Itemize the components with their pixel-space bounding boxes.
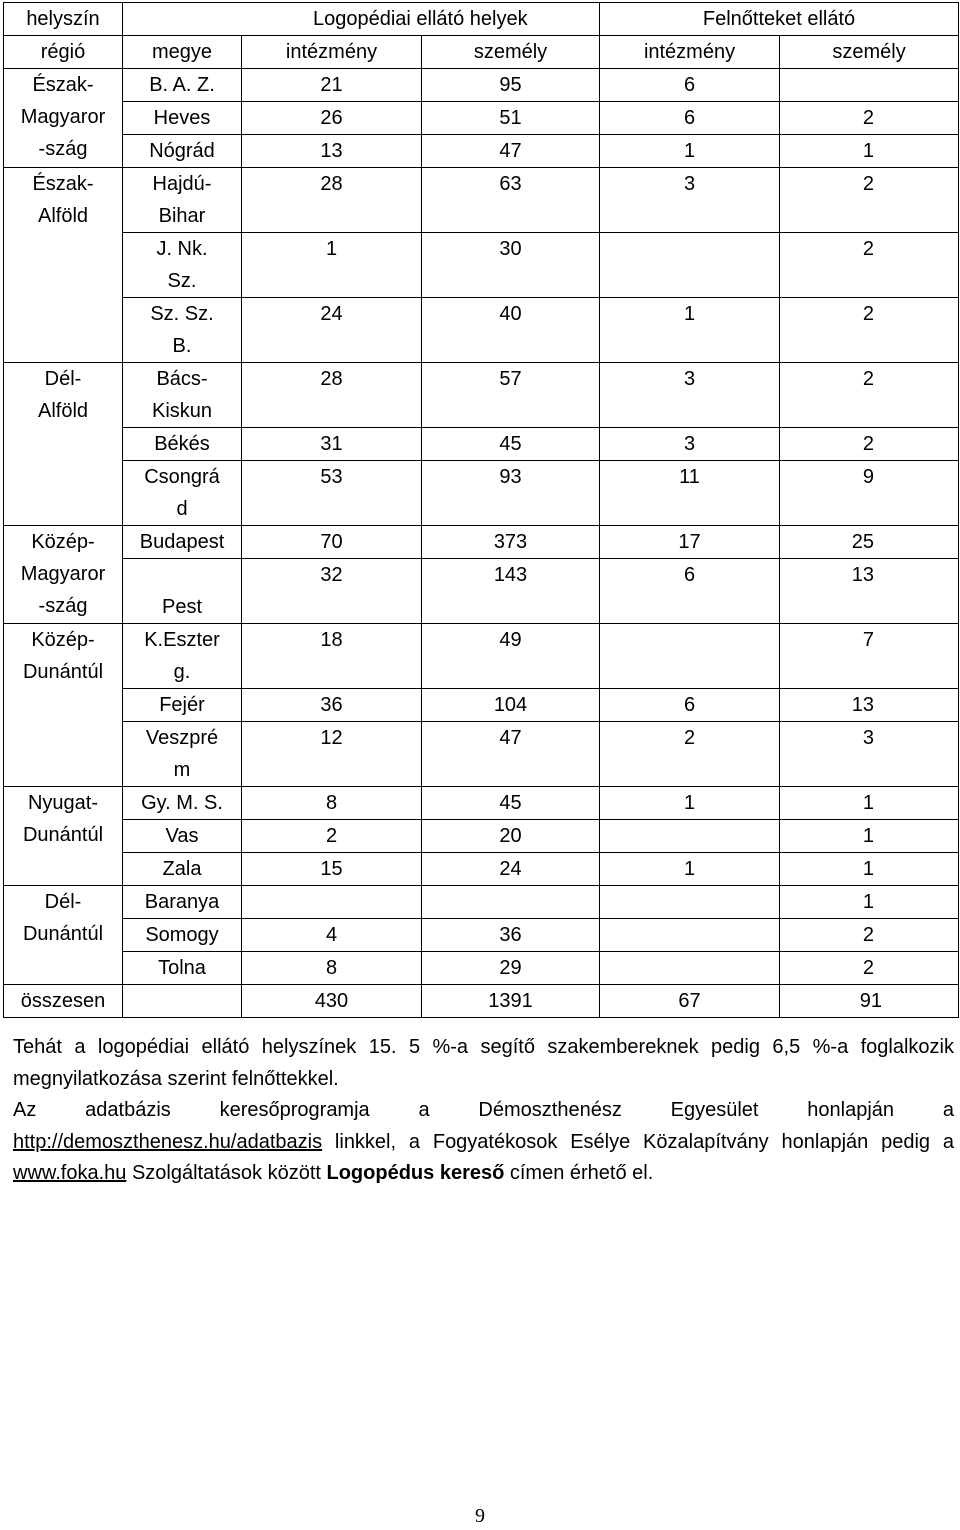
value-cell-adult-inst: 11 xyxy=(600,461,780,526)
value-cell-adult-inst: 6 xyxy=(600,559,780,624)
value-cell-pers: 47 xyxy=(422,722,600,787)
value-cell-inst: 28 xyxy=(242,168,422,233)
total-adult-inst: 67 xyxy=(600,985,780,1018)
county-cell: Budapest xyxy=(123,526,242,559)
total-row xyxy=(4,985,959,1018)
header-pers1: személy xyxy=(422,36,600,69)
county-cell: Somogy xyxy=(123,919,242,952)
header-row-sub xyxy=(4,36,959,69)
header-inst1: intézmény xyxy=(242,36,422,69)
paragraph-summary: Tehát a logopédiai ellátó helyszínek 15. 5 %-a segítő szakembereknek pedig 6,5 %-a foglalkozik megnyilatkozása szerint felnőttekkel. xyxy=(13,1036,954,1090)
value-cell-adult-inst: 1 xyxy=(600,787,780,820)
value-cell-inst: 31 xyxy=(242,428,422,461)
value-cell-inst: 8 xyxy=(242,787,422,820)
value-cell-adult-inst: 3 xyxy=(600,168,780,233)
value-cell-adult-pers: 2 xyxy=(780,363,959,428)
table-row xyxy=(4,820,959,853)
value-cell-pers: 143 xyxy=(422,559,600,624)
value-cell-adult-pers xyxy=(780,69,959,102)
value-cell-inst: 32 xyxy=(242,559,422,624)
value-cell-inst: 36 xyxy=(242,689,422,722)
value-cell-inst: 8 xyxy=(242,952,422,985)
table-row xyxy=(4,689,959,722)
value-cell-pers: 40 xyxy=(422,298,600,363)
value-cell-pers: 93 xyxy=(422,461,600,526)
logopedus-kereso-label: Logopédus kereső xyxy=(326,1162,505,1184)
county-cell: Gy. M. S. xyxy=(123,787,242,820)
county-cell: J. Nk. Sz. xyxy=(123,233,242,298)
total-label: összesen xyxy=(4,985,123,1018)
value-cell-adult-pers: 2 xyxy=(780,428,959,461)
table-row xyxy=(4,787,959,820)
header-adult-places: Felnőtteket ellátó xyxy=(600,3,959,36)
table-row xyxy=(4,168,959,233)
value-cell-pers: 104 xyxy=(422,689,600,722)
value-cell-adult-pers: 1 xyxy=(780,135,959,168)
value-cell-pers: 95 xyxy=(422,69,600,102)
table-row xyxy=(4,624,959,689)
value-cell-adult-pers: 2 xyxy=(780,298,959,363)
value-cell-adult-pers: 2 xyxy=(780,102,959,135)
table-row xyxy=(4,952,959,985)
value-cell-inst xyxy=(242,886,422,919)
value-cell-pers: 47 xyxy=(422,135,600,168)
value-cell-pers: 45 xyxy=(422,787,600,820)
value-cell-adult-inst: 6 xyxy=(600,102,780,135)
value-cell-adult-pers: 1 xyxy=(780,886,959,919)
county-cell: B. A. Z. xyxy=(123,69,242,102)
page-number: 9 xyxy=(475,1505,485,1527)
value-cell-pers: 373 xyxy=(422,526,600,559)
value-cell-inst: 24 xyxy=(242,298,422,363)
value-cell-adult-inst xyxy=(600,624,780,689)
value-cell-inst: 15 xyxy=(242,853,422,886)
county-cell: Békés xyxy=(123,428,242,461)
value-cell-inst: 4 xyxy=(242,919,422,952)
total-inst: 430 xyxy=(242,985,422,1018)
value-cell-adult-pers: 9 xyxy=(780,461,959,526)
value-cell-adult-inst: 6 xyxy=(600,689,780,722)
value-cell-pers: 20 xyxy=(422,820,600,853)
table-row xyxy=(4,135,959,168)
value-cell-adult-inst: 3 xyxy=(600,363,780,428)
county-cell: Tolna xyxy=(123,952,242,985)
region-cell: Dél- Alföld xyxy=(4,363,123,526)
value-cell-inst: 18 xyxy=(242,624,422,689)
county-cell: Vas xyxy=(123,820,242,853)
value-cell-adult-pers: 2 xyxy=(780,168,959,233)
region-cell: Közép- Magyaror -szág xyxy=(4,526,123,624)
total-adult-pers: 91 xyxy=(780,985,959,1018)
value-cell-pers: 29 xyxy=(422,952,600,985)
table-row xyxy=(4,69,959,102)
region-cell: Dél- Dunántúl xyxy=(4,886,123,985)
value-cell-inst: 70 xyxy=(242,526,422,559)
value-cell-pers: 45 xyxy=(422,428,600,461)
value-cell-pers: 51 xyxy=(422,102,600,135)
header-location: helyszín xyxy=(4,3,123,36)
value-cell-inst: 26 xyxy=(242,102,422,135)
value-cell-pers: 36 xyxy=(422,919,600,952)
value-cell-adult-inst xyxy=(600,233,780,298)
value-cell-adult-pers: 2 xyxy=(780,233,959,298)
value-cell-adult-inst: 1 xyxy=(600,298,780,363)
value-cell-adult-pers: 7 xyxy=(780,624,959,689)
value-cell-adult-inst xyxy=(600,886,780,919)
table-row xyxy=(4,722,959,787)
value-cell-adult-pers: 25 xyxy=(780,526,959,559)
value-cell-adult-pers: 2 xyxy=(780,952,959,985)
county-cell: Baranya xyxy=(123,886,242,919)
value-cell-inst: 53 xyxy=(242,461,422,526)
header-speech-places: Logopédiai ellátó helyek xyxy=(242,3,600,36)
value-cell-adult-pers: 2 xyxy=(780,919,959,952)
table-row xyxy=(4,428,959,461)
county-cell: Pest xyxy=(123,559,242,624)
region-cell: Észak- Magyaror -szág xyxy=(4,69,123,168)
value-cell-inst: 2 xyxy=(242,820,422,853)
region-cell: Észak- Alföld xyxy=(4,168,123,363)
total-pers: 1391 xyxy=(422,985,600,1018)
value-cell-adult-pers: 13 xyxy=(780,689,959,722)
link-demoszthenesz[interactable]: http://demoszthenesz.hu/adatbazis xyxy=(13,1130,323,1153)
table-row xyxy=(4,526,959,559)
value-cell-adult-pers: 1 xyxy=(780,853,959,886)
county-cell: Nógrád xyxy=(123,135,242,168)
table-row xyxy=(4,559,959,624)
header-row-top xyxy=(4,3,959,36)
table-row xyxy=(4,919,959,952)
value-cell-adult-inst xyxy=(600,919,780,952)
county-cell: Csongrá d xyxy=(123,461,242,526)
body-text xyxy=(13,1032,954,1190)
table-row xyxy=(4,102,959,135)
value-cell-adult-inst: 6 xyxy=(600,69,780,102)
value-cell-inst: 1 xyxy=(242,233,422,298)
value-cell-adult-pers: 1 xyxy=(780,820,959,853)
value-cell-pers: 30 xyxy=(422,233,600,298)
county-cell: Fejér xyxy=(123,689,242,722)
value-cell-inst: 21 xyxy=(242,69,422,102)
value-cell-adult-inst xyxy=(600,820,780,853)
value-cell-pers: 63 xyxy=(422,168,600,233)
value-cell-adult-inst: 2 xyxy=(600,722,780,787)
value-cell-pers: 49 xyxy=(422,624,600,689)
county-cell: Sz. Sz. B. xyxy=(123,298,242,363)
county-cell: Zala xyxy=(123,853,242,886)
header-pers2: személy xyxy=(780,36,959,69)
region-cell: Közép- Dunántúl xyxy=(4,624,123,787)
county-cell: Bács- Kiskun xyxy=(123,363,242,428)
county-cell: Veszpré m xyxy=(123,722,242,787)
table-row xyxy=(4,298,959,363)
value-cell-pers xyxy=(422,886,600,919)
value-cell-inst: 13 xyxy=(242,135,422,168)
header-region: régió xyxy=(4,36,123,69)
table-row xyxy=(4,233,959,298)
value-cell-adult-pers: 13 xyxy=(780,559,959,624)
value-cell-adult-inst: 17 xyxy=(600,526,780,559)
table-row xyxy=(4,853,959,886)
link-foka[interactable]: www.foka.hu xyxy=(13,1162,127,1184)
county-cell: Hajdú- Bihar xyxy=(123,168,242,233)
header-inst2: intézmény xyxy=(600,36,780,69)
value-cell-adult-inst: 1 xyxy=(600,853,780,886)
value-cell-pers: 57 xyxy=(422,363,600,428)
header-county: megye xyxy=(123,36,242,69)
value-cell-pers: 24 xyxy=(422,853,600,886)
table-row xyxy=(4,886,959,919)
region-cell: Nyugat- Dunántúl xyxy=(4,787,123,886)
table-row xyxy=(4,461,959,526)
value-cell-adult-pers: 3 xyxy=(780,722,959,787)
value-cell-inst: 12 xyxy=(242,722,422,787)
value-cell-adult-pers: 1 xyxy=(780,787,959,820)
value-cell-adult-inst xyxy=(600,952,780,985)
county-cell: K.Eszter g. xyxy=(123,624,242,689)
paragraph-database: Az adatbázis keresőprogramja a Démoszthenész Egyesület honlapján a http://demoszthenesz.hu/adatbazis linkkel, a Fogyatékosok Esélye Közalapítvány honlapján pedig a www.foka.hu Szolgáltatások között Logopédus kereső címen érhető el. xyxy=(13,1099,954,1184)
value-cell-adult-inst: 1 xyxy=(600,135,780,168)
value-cell-adult-inst: 3 xyxy=(600,428,780,461)
county-cell: Heves xyxy=(123,102,242,135)
logopedic-table xyxy=(3,2,959,1018)
table-row xyxy=(4,363,959,428)
value-cell-inst: 28 xyxy=(242,363,422,428)
